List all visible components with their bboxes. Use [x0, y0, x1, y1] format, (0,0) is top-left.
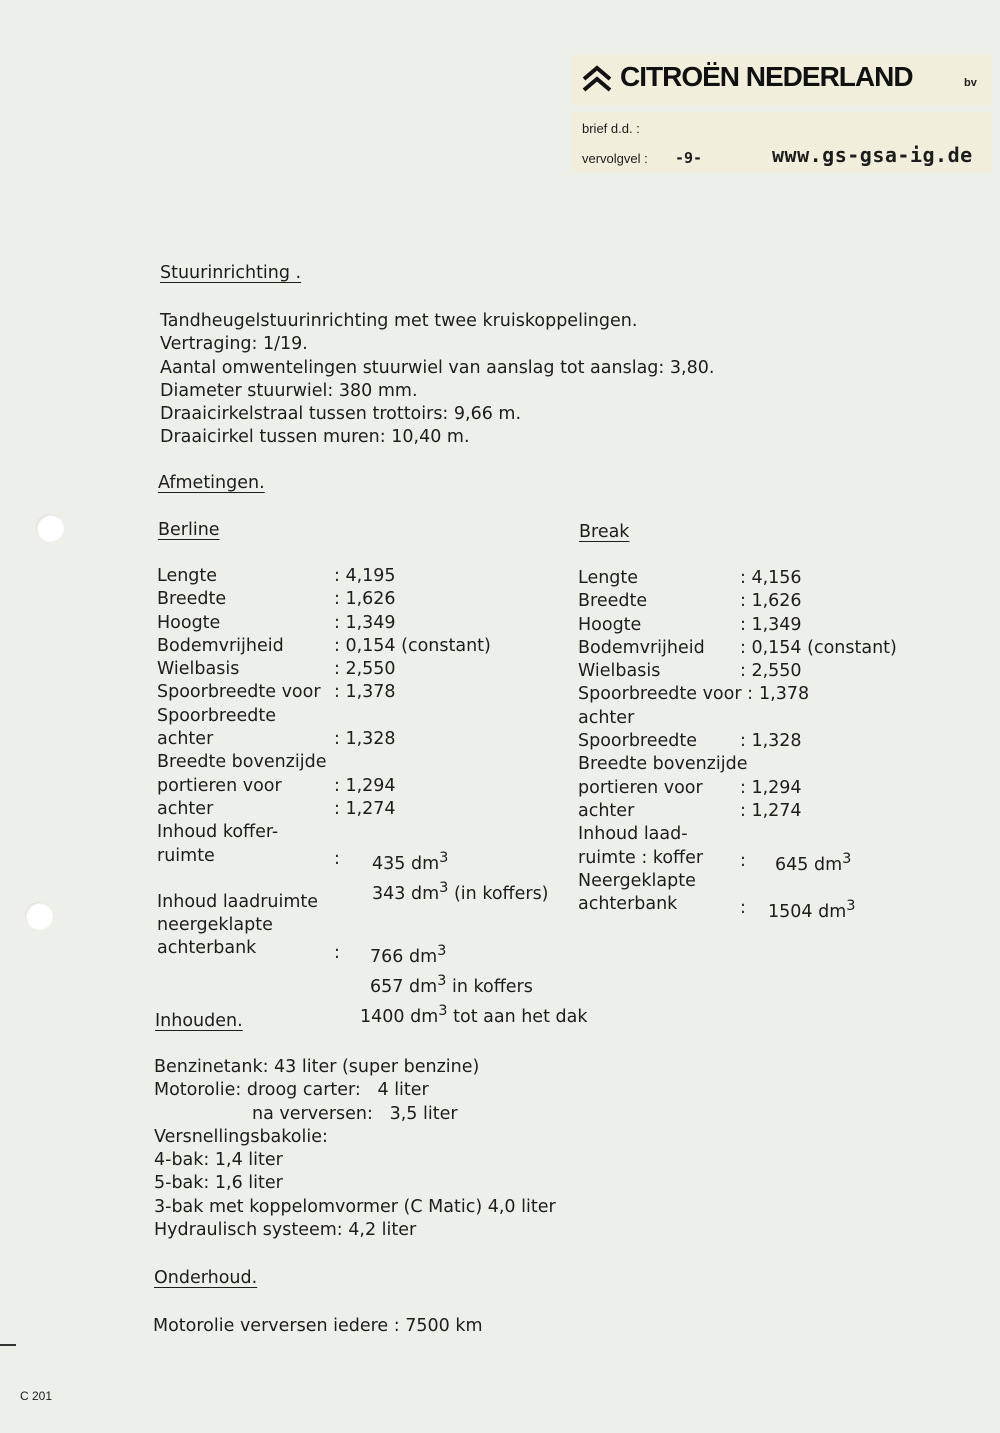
- capacity-line: Motorolie: droog carter: 4 liter: [154, 1080, 429, 1101]
- section-heading-capacities: Inhouden.: [155, 1011, 243, 1031]
- website-box: [730, 112, 992, 172]
- capacity-line: na verversen: 3,5 liter: [252, 1103, 458, 1124]
- colon: :: [740, 851, 746, 871]
- spec-label: Spoorbreedte: [578, 731, 698, 752]
- capacities-specs: [154, 1056, 556, 1242]
- spec-label: Inhoud laadruimte: [157, 891, 319, 912]
- company-name: CITROËN NEDERLAND: [620, 61, 913, 92]
- spec-label: achterbank: [157, 938, 257, 959]
- fold-mark: [0, 1344, 16, 1346]
- berline-labels: [157, 565, 326, 961]
- spec-value: : 2,550: [740, 661, 802, 682]
- steering-line: Draaicirkelstraal tussen trottoirs: 9,66 m.: [160, 404, 522, 425]
- spec-label: Bodemvrijheid: [578, 637, 705, 658]
- company-suffix: bv: [964, 77, 977, 89]
- spec-label: ruimte : koffer: [578, 847, 704, 868]
- website-watermark: www.gs-gsa-ig.de: [772, 143, 973, 167]
- berline-folded-values: [360, 939, 588, 1029]
- spec-label: Inhoud laad-: [578, 824, 688, 845]
- letter-meta-box: [572, 112, 730, 172]
- spec-value: : 1,294: [740, 777, 802, 798]
- letter-date-label: brief d.d. :: [582, 121, 640, 136]
- spec-value: : 1,328: [334, 729, 396, 750]
- spec-value: 1,378: [759, 684, 810, 704]
- spec-label: Bodemvrijheid: [157, 635, 284, 656]
- spec-label: Breedte bovenzijde: [578, 754, 748, 775]
- spec-label: Wielbasis: [157, 659, 240, 680]
- steering-line: Draaicirkel tussen muren: 10,40 m.: [160, 427, 470, 448]
- spec-label: Inhoud koffer-: [157, 822, 279, 843]
- company-letterhead: [572, 55, 992, 105]
- spec-label: achterbank: [578, 894, 678, 915]
- spec-label: ruimte: [157, 845, 215, 866]
- spec-value: : 1,378: [334, 682, 396, 703]
- berline-heading: Berline: [158, 520, 220, 540]
- break-folded-value: 1504 $dm^3$: [768, 897, 856, 922]
- spec-label: Wielbasis: [578, 661, 661, 682]
- spec-label: Breedte: [578, 591, 648, 612]
- break-values-cont: [759, 683, 809, 706]
- spec-value: : 0,154 (constant): [334, 635, 491, 656]
- spec-label: portieren voor: [578, 777, 703, 798]
- steering-line: Aantal omwentelingen stuurwiel van aanslag tot aanslag: 3,80.: [160, 357, 715, 378]
- break-heading: Break: [579, 522, 630, 542]
- spec-label: portieren voor: [157, 775, 282, 796]
- spec-value: : 1,349: [740, 614, 802, 635]
- spec-label: achter: [578, 800, 635, 821]
- page-number: -9-: [675, 149, 703, 167]
- spec-value: : 1,626: [334, 589, 396, 610]
- capacity-line: 3-bak met koppelomvormer (C Matic) 4,0 liter: [154, 1196, 556, 1217]
- spec-value: : 1,626: [740, 591, 802, 612]
- berline-trunk-values: [372, 846, 549, 906]
- spec-value: : 2,550: [334, 659, 396, 680]
- spec-label: achter: [157, 729, 214, 750]
- steering-line: Vertraging: 1/19.: [160, 334, 308, 355]
- page-label: vervolgvel :: [582, 151, 648, 166]
- break-labels: [578, 567, 753, 916]
- spec-label: Spoorbreedte: [157, 705, 277, 726]
- spec-label: Hoogte: [157, 612, 221, 633]
- trunk-value: 343 $dm^3$ (in koffers): [372, 879, 549, 904]
- capacity-line: Versnellingsbakolie:: [154, 1126, 328, 1147]
- spec-value: : 1,274: [740, 800, 802, 821]
- form-code: C 201: [20, 1389, 53, 1403]
- spec-label: Lengte: [578, 568, 639, 588]
- break-values: [740, 567, 897, 683]
- colon: :: [740, 898, 746, 918]
- spec-value: : 1,349: [334, 612, 396, 633]
- punch-hole: [25, 902, 53, 930]
- spec-value: : 1,274: [334, 798, 396, 819]
- section-heading-maintenance: Onderhoud.: [154, 1268, 258, 1288]
- spec-label: Breedte: [157, 589, 227, 610]
- capacity-line: 5-bak: 1,6 liter: [154, 1173, 283, 1194]
- maintenance-line: Motorolie verversen iedere : 7500 km: [153, 1316, 483, 1336]
- spec-label: neergeklapte: [157, 915, 273, 936]
- folded-value: 657 $dm^3$ in koffers: [370, 972, 533, 997]
- spec-label: Lengte: [157, 566, 218, 586]
- steering-specs: [160, 310, 714, 450]
- colon: :: [334, 849, 340, 869]
- folded-value: 1400 $dm^3$ tot aan het dak: [360, 1002, 588, 1028]
- spec-label: achter: [157, 798, 214, 819]
- capacity-line: 4-bak: 1,4 liter: [154, 1150, 283, 1171]
- trunk-value: 435 $dm^3$: [372, 849, 449, 874]
- spec-label: Hoogte: [578, 614, 642, 635]
- spec-value: : 0,154 (constant): [740, 637, 897, 658]
- folded-value: 766 $dm^3$: [370, 942, 447, 967]
- spec-value: : 4,195: [334, 566, 396, 586]
- steering-line: Diameter stuurwiel: 380 mm.: [160, 380, 418, 401]
- steering-line: Tandheugelstuurinrichting met twee kruiskoppelingen.: [160, 311, 638, 331]
- capacity-line: Hydraulisch systeem: 4,2 liter: [154, 1220, 417, 1241]
- spec-label: Spoorbreedte voor :: [578, 684, 753, 705]
- spec-label: Breedte bovenzijde: [157, 752, 327, 773]
- citroen-chevrons-icon: [582, 63, 612, 93]
- section-heading-steering: Stuurinrichting .: [160, 263, 302, 283]
- spec-label: Spoorbreedte voor: [157, 682, 321, 703]
- spec-value: : 4,156: [740, 568, 802, 588]
- spec-label: achter: [578, 707, 635, 728]
- punch-hole: [36, 514, 64, 542]
- capacity-line: Benzinetank: 43 liter (super benzine): [154, 1057, 480, 1077]
- colon: :: [334, 943, 340, 963]
- break-values-lower: [740, 730, 802, 823]
- spec-value: : 1,294: [334, 775, 396, 796]
- spec-value: : 1,328: [740, 731, 802, 751]
- break-trunk-value: 645 $dm^3$: [775, 850, 852, 875]
- berline-values: [334, 565, 491, 821]
- section-heading-dimensions: Afmetingen.: [158, 473, 265, 493]
- spec-label: Neergeklapte: [578, 870, 696, 891]
